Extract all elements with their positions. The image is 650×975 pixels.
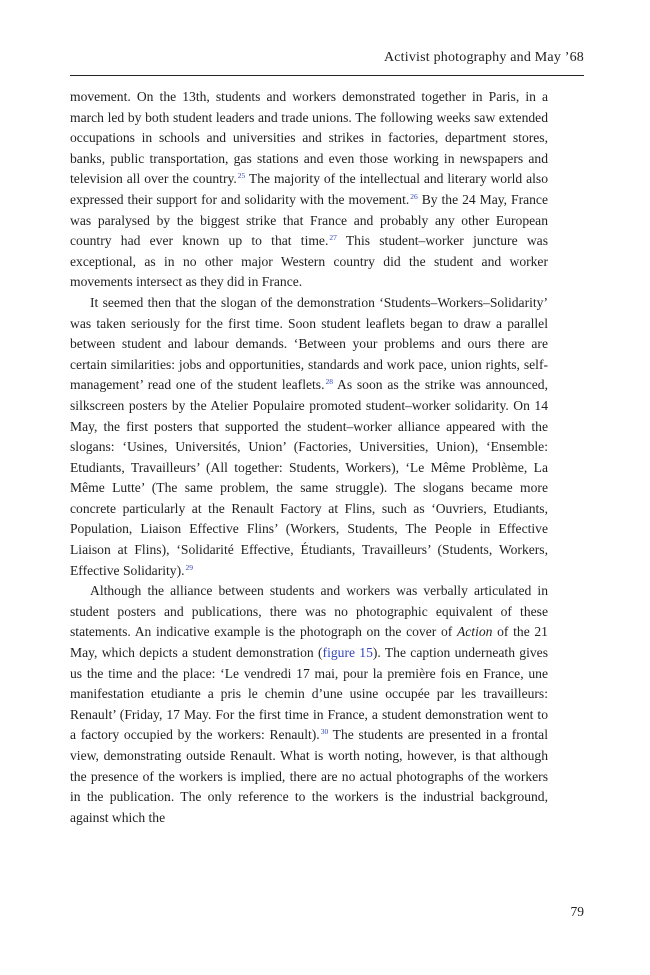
footnote-marker[interactable]: 27 (329, 233, 337, 243)
text-run: of the 21 May, which depicts a student demonstration ( (70, 624, 548, 661)
footnote-marker[interactable]: 28 (325, 377, 333, 387)
text-run: This student–worker juncture was exceptional, as in no other major Western country did the student and worker movements intersect as they did in France. (70, 233, 548, 290)
footnote-marker[interactable]: 29 (185, 562, 194, 572)
running-head: Activist photography and May ’68 (383, 50, 584, 65)
text-run: As soon as the strike was announced, silkscreen posters by the Atelier Populaire promoted student–worker solidarity. On 14 May, the first posters that supported the student–worker alliance appeared with the slogans: ‘Usines, Universités, Union’ (Factories, Universities, Union), ‘Ensemble: Etudiants, Travailleurs’ (All together: Students, Workers), ‘Le Même Problème, La Même Lutte’ (The same problem, the same struggle). The slogans became more concrete particularly at the Renault Factory at Flins, such as ‘Ouvriers, Etudiants, Population, Liaison Effective Flins’ (Workers, Students, The People in Effective Liaison at Flins), ‘Solidarité Effective, Étudiants, Travailleurs’ (Students, Workers, Effective Solidarity). (70, 377, 548, 578)
body-text (70, 87, 548, 828)
text-run: The majority of the intellectual and literary world also expressed their support for and solidarity with the movement. (70, 171, 548, 207)
text-run: Although the alliance between students and workers was verbally articulated in student posters and publications, there was no photographic equivalent of these statements. An indicative example is the photograph on the cover of (70, 583, 548, 640)
page-number: 79 (570, 904, 584, 919)
footnote-marker[interactable]: 25 (237, 171, 246, 181)
italic-title: Action (456, 624, 493, 640)
text-run: By the 24 May, France was paralysed by the biggest strike that France and probably any other European country had ever known up to that time. (70, 191, 548, 249)
footnote-marker[interactable]: 26 (410, 191, 418, 201)
text-run: ). The caption underneath gives us the time and the place: ‘Le vendredi 17 mai, pour la première fois en France, une manifestation etudiante a pris le chemin d’une usine occupée par les travailleurs: Renault’ (Friday, 17 May. For the first time in France, a student demonstration went to a factory occupied by the workers: Renault). (70, 645, 548, 743)
paragraph (70, 87, 548, 293)
header-rule (70, 75, 584, 76)
paragraph (70, 293, 548, 581)
figure-reference-link[interactable]: figure 15 (322, 645, 373, 661)
paragraph (70, 581, 548, 828)
text-run: It seemed then that the slogan of the demonstration ‘Students–Workers–Solidarity’ was taken seriously for the first time. Soon student leaflets began to draw a parallel between student and labour demands. ‘Between your problems and ours there are certain similarities: jobs and opportunities, standards and work pace, union rights, self-management’ read one of the student leaflets. (70, 294, 548, 393)
footnote-marker[interactable]: 30 (320, 727, 329, 737)
text-run: movement. On the 13th, students and workers demonstrated together in Paris, in a march led by both student leaders and trade unions. The following weeks saw extended occupations in schools and universities and strikes in factories, department stores, banks, public transportation, gas stations and even those working in newspapers and television all over the country. (70, 89, 548, 187)
text-run: The students are presented in a frontal view, demonstrating outside Renault. What is worth noting, however, is that although the presence of the workers is implied, there are no actual photographs of the workers in the publication. The only reference to the workers is the industrial background, against which the (70, 727, 548, 825)
